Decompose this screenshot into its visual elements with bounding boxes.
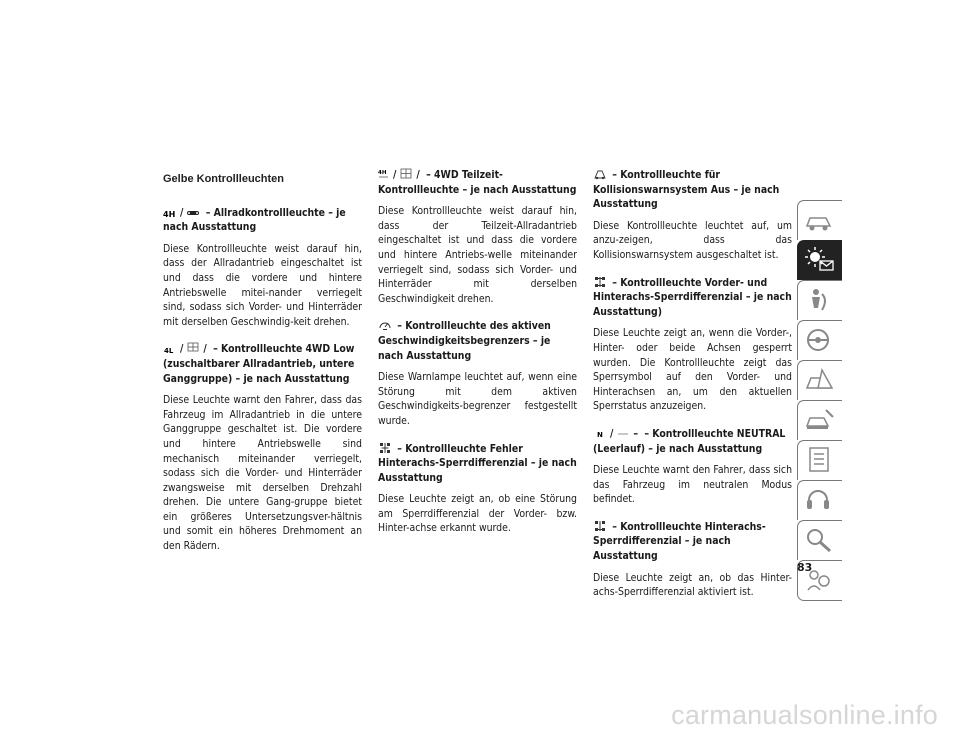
- paragraph: Diese Leuchte warnt den Fahrer, dass das Fahrzeug im Allradantrieb in die untere Ganggruppe geschaltet ist. Die vordere und hintere Antriebswelle sind mechanisch miteinander verriegelt, sodass sich die Vorder- und Hinterräder zwangsweise mit derselben Drehzahl drehen. Die untere Gang-gruppe bietet ein größeres Untersetzungsver-hältnis und somit ein höheres Drehmoment an den Rädern.: [163, 394, 362, 553]
- tab-service[interactable]: [797, 400, 842, 440]
- rear-locker-icon: [593, 520, 607, 532]
- paragraph: Diese Leuchte zeigt an, wenn die Vorder-, Hinter- oder beide Achsen gesperrt wurden. Die Kontrollleuchte zeigt das Sperrsymbol auf den Vorder- und Hinterachsen an, um den aktuellen Sperrstatus anzuzeigen.: [593, 327, 792, 413]
- tab-driving[interactable]: [797, 320, 842, 360]
- heading-text: – 4WD Teilzeit-Kontrollleuchte – je nach Ausstattung: [378, 169, 577, 196]
- n-icon: [593, 429, 607, 439]
- heading-text: – Kontrollleuchte 4WD Low (zuschaltbarer Allradantrieb, untere Ganggruppe) – je nach Ausstattung: [163, 343, 355, 385]
- heading-text: – Kontrollleuchte für Kollisionswarnsystem Aus – je nach Ausstattung: [593, 169, 780, 211]
- front-rear-locker-icon: [593, 276, 607, 288]
- paragraph: Diese Leuchte zeigt an, ob eine Störung am Sperrdifferenzial der Vorder- bzw. Hinter-achse erkannt wurde.: [378, 493, 577, 535]
- heading-4wd: 4H / – Allradkontrollleuchte – je nach Ausstattung: [163, 206, 346, 234]
- paragraph: Diese Warnlampe leuchtet auf, wenn eine Störung mit dem aktiven Geschwindigkeits-begrenzer festgestellt wurde.: [378, 371, 577, 427]
- tab-warning-lights[interactable]: [797, 240, 842, 280]
- heading-text: – Kontrollleuchte Hinterachs-Sperrdifferenzial – je nach Ausstattung: [593, 520, 766, 563]
- column-3: [593, 168, 792, 613]
- svg-text:N: N: [597, 430, 603, 439]
- tab-emergency[interactable]: [797, 360, 842, 400]
- paragraph: Diese Kontrollleuchte leuchtet auf, um anzu-zeigen, dass das Kollisionswarnsystem ausgeschaltet ist.: [593, 219, 792, 261]
- 4wd-part-time-icon: [399, 168, 413, 180]
- heading-rear-locker: [593, 520, 792, 564]
- paragraph: Diese Kontrollleuchte weist darauf hin, dass der Allradantrieb eingeschaltet ist und dass die vordere und hintere Antriebswelle mitei-nander verriegelt sind, sodass sich Vorder- und Hinterräder mit derselben Geschwindig-keit drehen.: [163, 242, 362, 328]
- heading-differential-fault: [378, 442, 577, 486]
- tab-safety[interactable]: [797, 280, 842, 320]
- tab-multimedia[interactable]: [797, 480, 842, 520]
- differential-fault-icon: [378, 442, 392, 454]
- heading-4wd-low: 4L / / – Kontrollleuchte 4WD Low (zuschaltbarer Allradantrieb, untere Ganggruppe) – je nach Ausstattung: [163, 343, 355, 385]
- page-number: 83: [797, 561, 813, 574]
- 4wd-indicator-icon: [186, 208, 200, 218]
- heading-text: – Kontrollleuchte Fehler Hinterachs-Sperrdifferenzial – je nach Ausstattung: [378, 442, 577, 484]
- heading-speed-limiter: [378, 319, 577, 363]
- column-2: [378, 168, 577, 549]
- column-1: [163, 168, 362, 567]
- svg-text:4H: 4H: [163, 209, 176, 218]
- svg-text:4L: 4L: [164, 347, 174, 355]
- heading-text: – Allradkontrollleuchte – je nach Ausstattung: [163, 206, 346, 234]
- neutral-icon: [616, 429, 630, 439]
- tab-specifications[interactable]: [797, 440, 842, 480]
- heading-text: – Kontrollleuchte des aktiven Geschwindigkeitsbegrenzers – je nach Ausstattung: [378, 320, 551, 362]
- svg-text:4H: 4H: [378, 170, 387, 176]
- chapter-tabs: [797, 200, 841, 601]
- heading-text: – Kontrollleuchte Vorder- und Hinterachs-Sperrdifferenzial – je nach Ausstattung): [593, 276, 792, 318]
- section-title: Gelbe Kontrollleuchten: [163, 173, 285, 185]
- watermark: carmanualsonline.info: [671, 700, 938, 730]
- heading-front-rear-locker: [593, 276, 792, 320]
- 4wd-part-time-text-icon: [378, 168, 390, 180]
- paragraph: Diese Leuchte zeigt an, ob das Hinter-achs-Sperrdifferenzial aktiviert ist.: [593, 571, 792, 599]
- tab-vehicle[interactable]: [797, 200, 842, 240]
- paragraph: Diese Leuchte warnt den Fahrer, dass sich das Fahrzeug im neutralen Modus befindet.: [593, 464, 792, 506]
- paragraph: Diese Kontrollleuchte weist darauf hin, dass der Teilzeit-Allradantrieb eingeschaltet ist und dass die vordere und hintere Antriebs-welle miteinander verriegelt sind, sodass sich Vorder- und Hinterräder mit derselben Geschwindigkeit drehen.: [378, 205, 577, 305]
- heading-text: – Kontrollleuchte NEUTRAL (Leerlauf) – je nach Ausstattung: [593, 427, 786, 455]
- tab-index[interactable]: [797, 520, 842, 560]
- 4h-icon: [163, 208, 177, 218]
- 4wd-low-icon: [186, 342, 200, 354]
- collision-warning-off-icon: [593, 168, 607, 180]
- speed-limiter-icon: [378, 319, 392, 331]
- heading-collision-warning-off: [593, 168, 792, 212]
- 4l-icon: [163, 344, 177, 354]
- heading-4wd-part-time: 4H / / – 4WD Teilzeit-Kontrollleuchte – je nach Ausstattung: [378, 169, 577, 196]
- heading-neutral: N / – – Kontrollleuchte NEUTRAL (Leerlauf) – je nach Ausstattung: [593, 427, 786, 455]
